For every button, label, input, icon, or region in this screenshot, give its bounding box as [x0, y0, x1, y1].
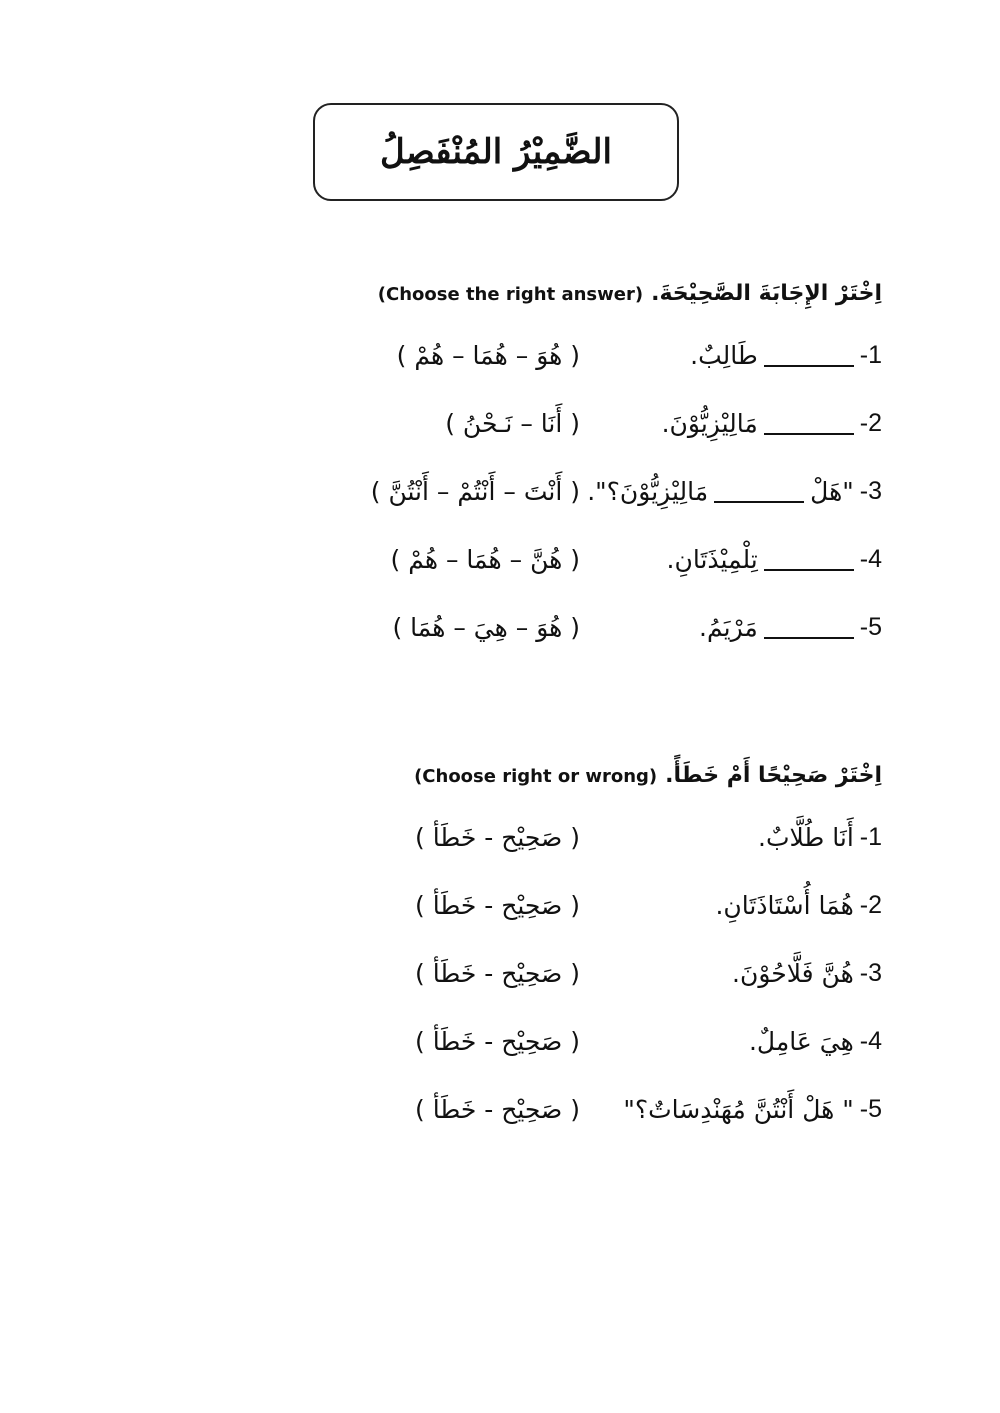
question-number: -5 — [859, 1095, 882, 1123]
statement-text: أَنَا طُلَّابٌ. — [758, 823, 854, 852]
title-box — [313, 103, 679, 201]
answer-blank[interactable] — [764, 549, 854, 571]
section2-instruction-ar: اِخْتَرْ صَحِيْحًا أَمْ خَطَأً. — [665, 763, 882, 788]
answer-options[interactable]: ( هُوَ – هُمَا – هُمْ ) — [396, 341, 580, 370]
question-prefix: "هَلْ — [810, 477, 854, 506]
s2-question-5 — [0, 1095, 1000, 1145]
statement-text: هُمَا أُسْتَاذَتَانِ. — [715, 891, 854, 920]
statement-text: " هَلْ أَنْتُنَّ مُهَنْدِسَاتٌ؟" — [623, 1095, 854, 1124]
s1-question-5 — [0, 613, 1000, 663]
s1-question-1 — [0, 341, 1000, 391]
answer-options[interactable]: ( هُوَ – هِيَ – هُمَا ) — [392, 613, 580, 642]
question-text: مَالِيْزِيُّوْنَ؟". — [587, 477, 709, 506]
section1-instruction-en: (Choose the right answer) — [377, 284, 644, 305]
answer-options[interactable]: ( هُنَّ – هُمَا – هُمْ ) — [390, 545, 580, 574]
question-number: -5 — [859, 613, 882, 641]
question-number: -3 — [859, 477, 882, 505]
question-number: -1 — [859, 823, 882, 851]
s2-question-2 — [0, 891, 1000, 941]
question-number: -3 — [859, 959, 882, 987]
s2-question-1 — [0, 823, 1000, 873]
question-number: -2 — [859, 409, 882, 437]
section2-instruction-en: (Choose right or wrong) — [414, 766, 658, 787]
statement-text: هُنَّ فَلَّاحُوْنَ. — [732, 959, 854, 988]
question-number: -2 — [859, 891, 882, 919]
question-text: تِلْمِيْذَتَانِ. — [666, 545, 758, 574]
question-text: طَالِبٌ. — [690, 341, 758, 370]
s2-question-4 — [0, 1027, 1000, 1077]
s1-question-3 — [0, 477, 1000, 527]
page-title: الضَّمِيْرُ المُنْفَصِلُ — [380, 132, 612, 172]
s2-question-3 — [0, 959, 1000, 1009]
question-text: مَالِيْزِيُّوْنَ. — [661, 409, 758, 438]
answer-blank[interactable] — [764, 617, 854, 639]
section1-instruction — [378, 281, 882, 306]
section2-instruction — [414, 763, 882, 788]
section1-instruction-ar: اِخْتَرْ الإِجَابَةَ الصَّحِيْحَةَ. — [651, 281, 882, 306]
answer-blank[interactable] — [714, 481, 804, 503]
s1-question-4 — [0, 545, 1000, 595]
answer-options[interactable]: ( أَنْتَ – أَنْتُمْ – أَنْتُنَّ ) — [370, 477, 580, 506]
true-false-options[interactable]: ( صَحِيْح - خَطَأ ) — [415, 891, 580, 920]
s1-question-2 — [0, 409, 1000, 459]
question-text: مَرْيَمُ. — [699, 613, 758, 642]
true-false-options[interactable]: ( صَحِيْح - خَطَأ ) — [415, 823, 580, 852]
answer-options[interactable]: ( أَنَا – نَـحْنُ ) — [445, 409, 580, 438]
answer-blank[interactable] — [764, 345, 854, 367]
true-false-options[interactable]: ( صَحِيْح - خَطَأ ) — [415, 959, 580, 988]
question-number: -1 — [859, 341, 882, 369]
true-false-options[interactable]: ( صَحِيْح - خَطَأ ) — [415, 1095, 580, 1124]
question-number: -4 — [859, 1027, 882, 1055]
question-number: -4 — [859, 545, 882, 573]
answer-blank[interactable] — [764, 413, 854, 435]
true-false-options[interactable]: ( صَحِيْح - خَطَأ ) — [415, 1027, 580, 1056]
statement-text: هِيَ عَامِلٌ. — [748, 1027, 854, 1056]
